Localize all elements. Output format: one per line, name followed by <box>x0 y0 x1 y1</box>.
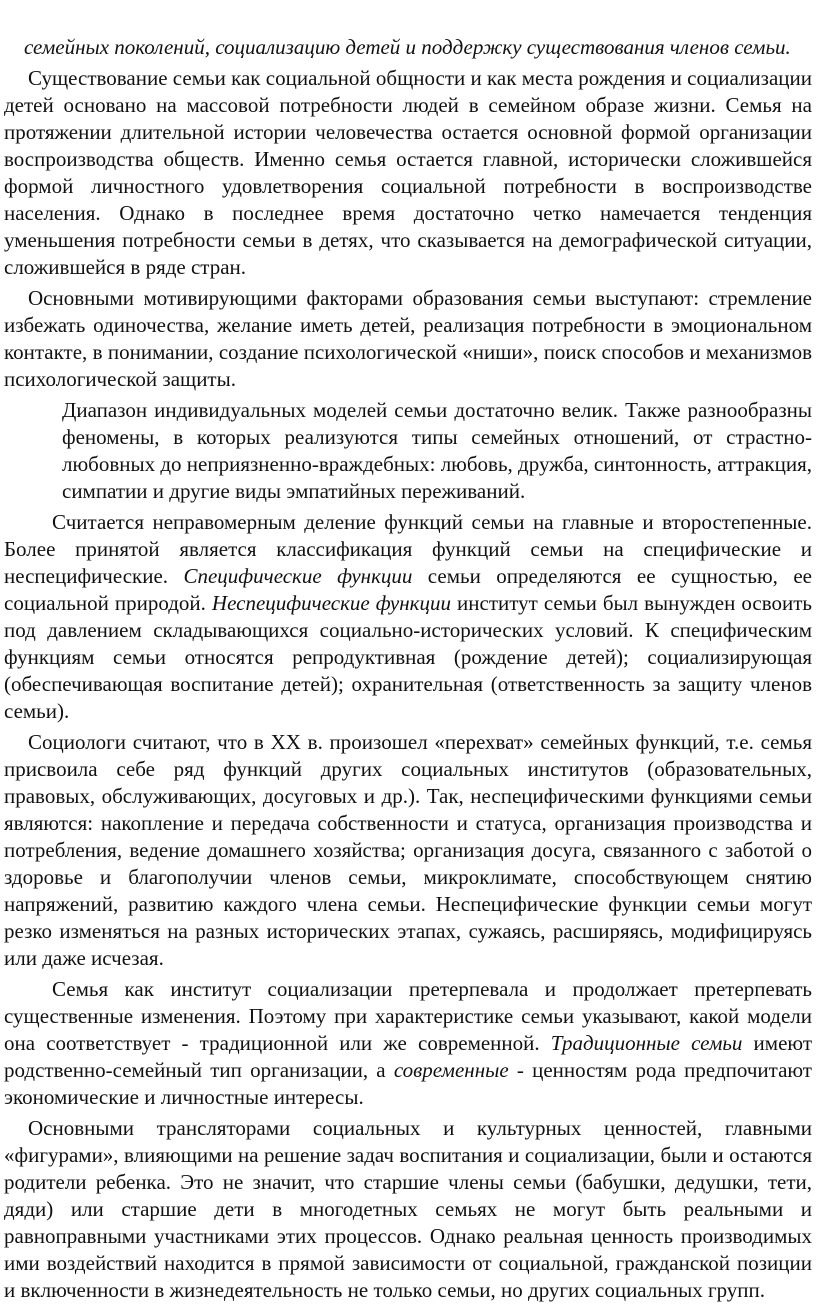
italic-text-run: современные <box>393 1058 509 1082</box>
paragraph-family-functions <box>4 509 812 725</box>
paragraph-sociologists <box>4 729 812 972</box>
text-run: Существование семьи как социальной общности и как места рождения и социализации детей основано на массовой потребности людей в семейном образе жизни. Семья на протяжении длительной истории человечества остается основной формой организации воспроизводства обществ. Именно семья остается главной, исторически сложившейся формой личностного удовлетворения социальной потребности в воспроизводстве населения. Однако в последнее время достаточно четко намечается тенденция уменьшения потребности семьи в детях, что сказывается на демографической ситуации, сложившейся в ряде стран. <box>4 66 812 279</box>
paragraph-family-models <box>62 397 812 505</box>
paragraph-family-existence <box>4 65 812 281</box>
text-run: имеют родственно-семейный тип организации, а <box>4 1031 812 1082</box>
paragraph-value-translators <box>4 1115 812 1304</box>
italic-text-run: Неспецифические функции <box>211 591 451 615</box>
text-run: семьи определяются ее сущностью, ее социальной природой. <box>4 564 812 615</box>
text-run: Основными мотивирующими факторами образования семьи выступают: стремление избежать одиночества, желание иметь детей, реализация потребности в эмоциональном контакте, в понимании, создание психологической «ниши», поиск способов и механизмов психологической защиты. <box>4 286 812 391</box>
text-run: Диапазон индивидуальных моделей семьи достаточно велик. Также разнообразны феномены, в которых реализуются типы семейных отношений, от страстно-любовных до неприязненно-враждебных: любовь, дружба, синтонность, аттракция, симпатии и другие виды эмпатийных переживаний. <box>62 398 812 503</box>
italic-text-run: семейных поколений, социализацию детей и поддержку существования членов семьи. <box>24 35 791 59</box>
text-run: Социологи считают, что в XX в. произошел «перехват» семейных функций, т.е. семья присвоила себе ряд функций других социальных институтов (образовательных, правовых, обслуживающих, досуговых и др.). Так, неспецифическими функциями семьи являются: накопление и передача собственности и статуса, организация производства и потребления, ведение домашнего хозяйства; организация досуга, связанного с заботой о здоровье и благополучии членов семьи, микроклимате, способствующем снятию напряжений, развитию каждого члена семьи. Неспецифические функции семьи могут резко изменяться на разных исторических этапах, сужаясь, расширяясь, модифицируясь или даже исчезая. <box>4 730 812 970</box>
text-run: Основными трансляторами социальных и культурных ценностей, главными «фигурами», влияющими на решение задач воспитания и социализации, были и остаются родители ребенка. Это не значит, что старшие члены семьи (бабушки, дедушки, тети, дяди) или старшие дети в многодетных семьях не могут быть реальными и равноправными участниками этих процессов. Однако реальная ценность производимых ими воздействий находится в прямой зависимости от социальной, гражданской позиции и включенности в жизнедеятельность не только семьи, но других социальных групп. <box>4 1116 812 1302</box>
text-run: - ценностям рода предпочитают экономические и личностные интересы. <box>4 1058 812 1109</box>
text-run: институт семьи был вынужден освоить под давлением складывающихся социально-исторических условий. К специфическим функциям семьи относятся репродуктивная (рождение детей); социализирующая (обеспечивающая воспитание детей); охранительная (ответственность за защиту членов семьи). <box>4 591 812 723</box>
italic-text-run: Специфические функции <box>183 564 413 588</box>
paragraph-socialization-institute <box>4 976 812 1111</box>
text-run: Считается неправомерным деление функций семьи на главные и второстепенные. Более принятой является классификация функций семьи на специфические и неспецифические. <box>4 510 812 588</box>
italic-text-run: Традиционные семьи <box>550 1031 743 1055</box>
paragraph-continuation <box>4 34 812 61</box>
text-run: Семья как институт социализации претерпевала и продолжает претерпевать существенные изменения. Поэтому при характеристике семьи указывают, какой модели она соответствует - традиционной или же современной. <box>4 977 812 1055</box>
paragraph-motivating-factors <box>4 285 812 393</box>
